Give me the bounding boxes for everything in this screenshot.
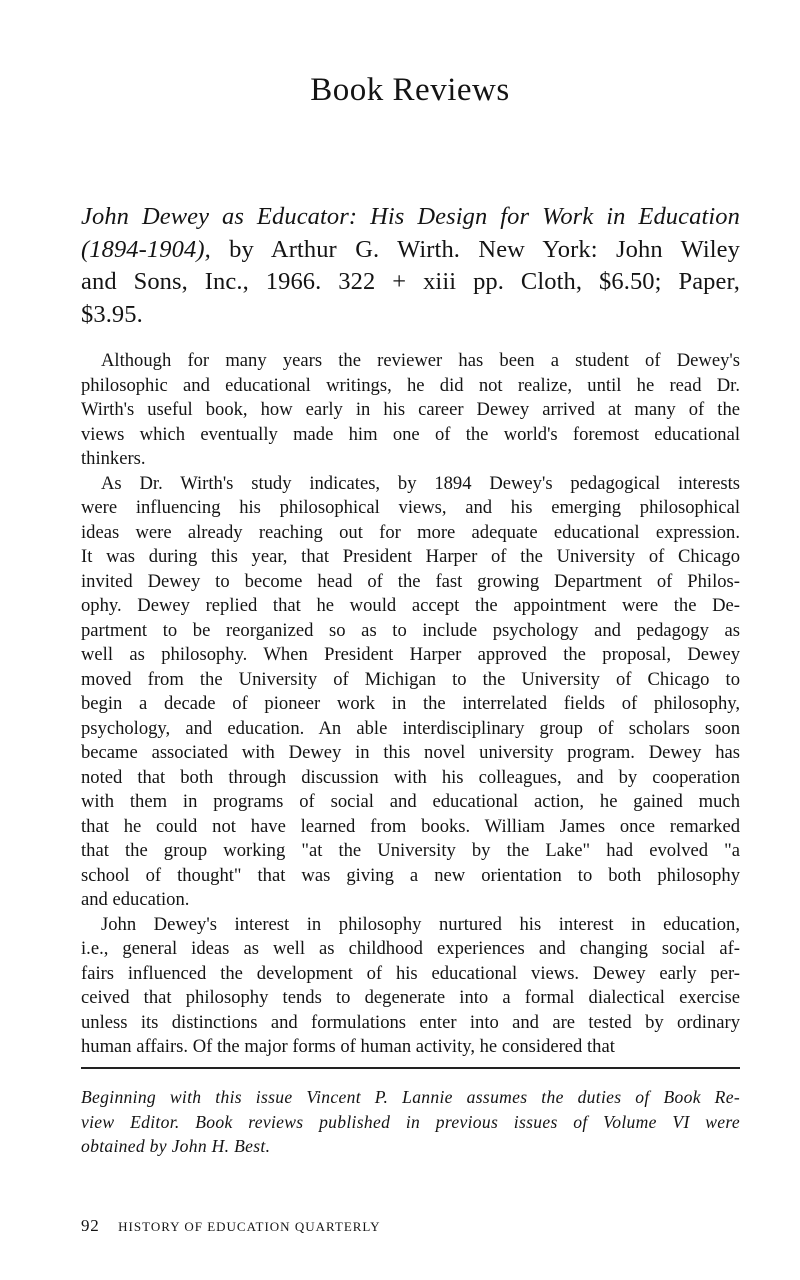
body-line: thinkers. xyxy=(81,448,146,469)
body-line: noted that both through discussion with his colleagues, and by cooperation xyxy=(81,766,740,788)
editorial-footnote xyxy=(81,1085,740,1159)
body-line: Although for many years the reviewer has been a student of Dewey's xyxy=(101,350,740,371)
body-line: human affairs. Of the major forms of human activity, he considered that xyxy=(81,1036,615,1057)
body-line: philosophic and educational writings, he did not realize, until he read Dr. xyxy=(81,374,740,396)
body-line: moved from the University of Michigan to the University of Chicago to xyxy=(81,668,740,690)
body-line: well as philosophy. When President Harper approved the proposal, Dewey xyxy=(81,644,740,665)
body-line: ideas were already reaching out for more adequate educational expression. xyxy=(81,521,740,543)
body-line: It was during this year, that President Harper of the University of Chicago xyxy=(81,546,740,567)
footnote-line: view Editor. Book reviews published in previous issues of Volume VI were xyxy=(81,1111,740,1132)
citation-line xyxy=(81,201,740,234)
body-line: became associated with Dewey in this novel university program. Dewey has xyxy=(81,742,740,763)
body-line: As Dr. Wirth's study indicates, by 1894 Dewey's pedagogical interests xyxy=(101,472,740,494)
body-line: partment to be reorganized so as to include psychology and pedagogy as xyxy=(81,619,740,641)
citation-line xyxy=(81,234,740,267)
book-citation xyxy=(81,201,740,331)
body-line: John Dewey's interest in philosophy nurtured his interest in education, xyxy=(101,913,740,935)
footnote-line: obtained by John H. Best. xyxy=(81,1136,271,1156)
body-line: with them in programs of social and educational action, he gained much xyxy=(81,791,740,812)
journal-name: HISTORY OF EDUCATION QUARTERLY xyxy=(118,1219,381,1234)
citation-line xyxy=(81,266,740,299)
body-line: invited Dewey to become head of the fast growing Department of Philos- xyxy=(81,570,740,592)
body-line: unless its distinctions and formulations enter into and are tested by ordinary xyxy=(81,1011,740,1033)
body-line: and education. xyxy=(81,889,190,910)
body-line: fairs influenced the development of his educational views. Dewey early per- xyxy=(81,962,740,984)
citation-line xyxy=(81,299,740,332)
citation-title: John Dewey as Educator: His Design for Work in Education xyxy=(81,203,740,230)
citation-text: $3.95. xyxy=(81,300,143,328)
body-line: ophy. Dewey replied that he would accept the appointment were the De- xyxy=(81,595,740,616)
page-number: 92 xyxy=(81,1216,100,1235)
body-line: Wirth's useful book, how early in his career Dewey arrived at many of the xyxy=(81,399,740,420)
footnote-line: Beginning with this issue Vincent P. Lannie assumes the duties of Book Re- xyxy=(81,1087,740,1107)
page-footer xyxy=(81,1216,380,1236)
citation-title: (1894-1904), xyxy=(81,235,211,263)
footnote-divider xyxy=(81,1067,740,1069)
citation-text: by Arthur G. Wirth. New York: John Wiley xyxy=(210,235,740,263)
citation-text: and Sons, Inc., 1966. 322 + xiii pp. Cloth, $6.50; Paper, xyxy=(81,268,740,295)
section-heading: Book Reviews xyxy=(310,72,510,108)
body-line: school of thought" that was giving a new orientation to both philosophy xyxy=(81,864,740,886)
body-line: views which eventually made him one of the world's foremost educational xyxy=(81,423,740,445)
body-line: psychology, and education. An able interdisciplinary group of scholars soon xyxy=(81,717,740,739)
body-line: begin a decade of pioneer work in the interrelated fields of philosophy, xyxy=(81,693,740,714)
body-line: that he could not have learned from books. William James once remarked xyxy=(81,815,740,837)
review-body xyxy=(81,349,740,1060)
body-line: that the group working "at the University by the Lake" had evolved "a xyxy=(81,840,740,861)
body-line: ceived that philosophy tends to degenerate into a formal dialectical exercise xyxy=(81,987,740,1008)
body-line: were influencing his philosophical views, and his emerging philosophical xyxy=(81,497,740,518)
body-line: i.e., general ideas as well as childhood experiences and changing social af- xyxy=(81,938,740,959)
